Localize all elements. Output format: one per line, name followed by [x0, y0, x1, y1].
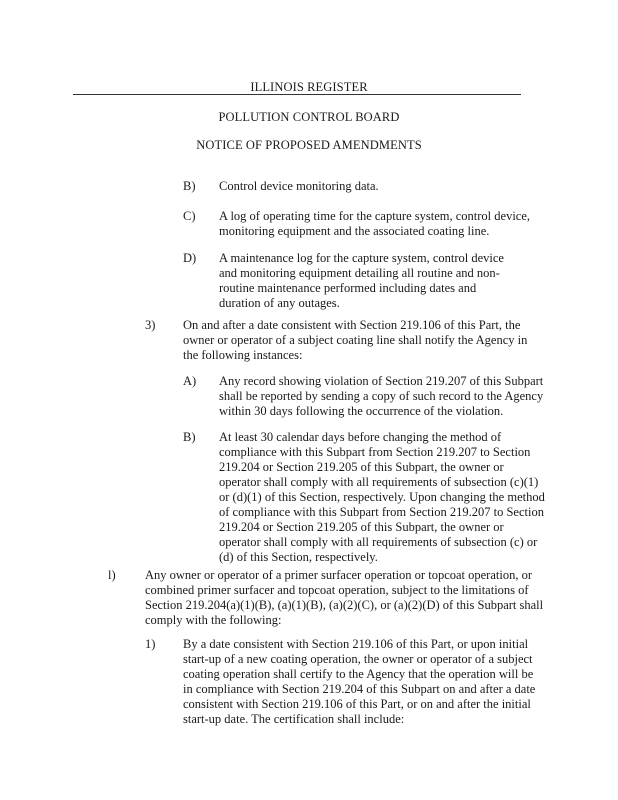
item-text: Control device monitoring data. [219, 179, 379, 193]
item-label: B) [183, 430, 196, 444]
board-title: POLLUTION CONTROL BOARD [218, 110, 400, 124]
item-text: Any owner or operator of a primer surfacer operation or topcoat operation, or combined primer surfacer and topcoat operation, subject to the limitations of Section 219.204(a)(1)(B), (a)(1)(B), (a)(2)(C), or (a)(2)(D) of this Subpart shall comply with the following: [145, 568, 544, 627]
item-label: 3) [145, 318, 156, 332]
item-label: 1) [145, 637, 156, 651]
notice-title: NOTICE OF PROPOSED AMENDMENTS [196, 138, 422, 152]
item-label: D) [183, 251, 197, 265]
item-label: A) [183, 374, 197, 388]
item-label: C) [183, 209, 196, 223]
register-title: ILLINOIS REGISTER [250, 80, 368, 94]
header-rule [73, 94, 521, 95]
item-text: A maintenance log for the capture system, control device and monitoring equipment detailing all routine and non-routine maintenance performed including dates and duration of any outages. [219, 251, 504, 310]
item-text: Any record showing violation of Section 219.207 of this Subpart shall be reported by sending a copy of such record to the Agency within 30 days following the occurrence of the violation. [219, 374, 544, 418]
item-label: l) [108, 568, 116, 582]
item-label: B) [183, 179, 196, 193]
item-text: At least 30 calendar days before changing the method of compliance with this Subpart from Section 219.207 to Section 219.204 or Section 219.205 of this Subpart, the owner or operator shall comply with all requirements of subsection (c)(1) or (d)(1) of this Section, respectively. Upon changing the method of compliance with this Subpart from Section 219.207 to Section 219.204 or Section 219.205 of this Subpart, the owner or operator shall comply with all requirements of subsection (c) or (d) of this Section, respectively. [219, 430, 545, 564]
item-text: On and after a date consistent with Section 219.106 of this Part, the owner or operator of a subject coating line shall notify the Agency in the following instances: [183, 318, 528, 362]
item-text: A log of operating time for the capture system, control device, monitoring equipment and the associated coating line. [219, 209, 531, 238]
item-text: By a date consistent with Section 219.106 of this Part, or upon initial start-up of a new coating operation, the owner or operator of a subject coating operation shall certify to the Agency that the operation will be in compliance with Section 219.204 of this Subpart on and after a date consistent with Section 219.106 of this Part, or on and after the initial start-up date. The certification shall include: [183, 637, 536, 726]
